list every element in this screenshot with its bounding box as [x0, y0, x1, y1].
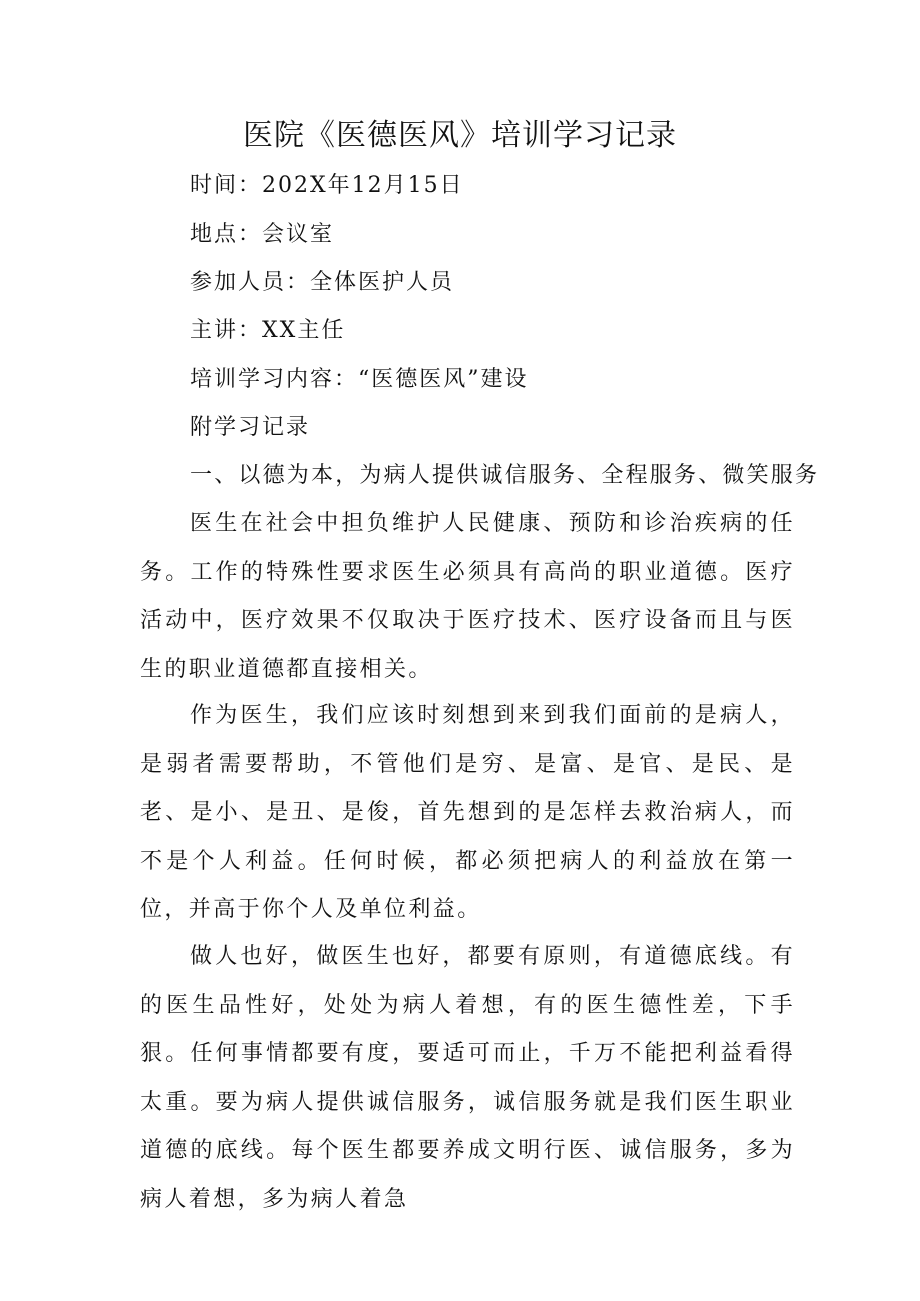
body-paragraph-2: 作为医生，我们应该时刻想到来到我们面前的是病人，是弱者需要帮助，不管他们是穷、是富、是官、是民、是老、是小、是丑、是俊，首先想到的是怎样去救治病人，而不是个人利益。任何时候，都必须把病人的利益放在第一位，并高于你个人及单位利益。	[140, 703, 795, 922]
section-heading: 一、以德为本，为病人提供诚信服务、全程服务、微笑服务	[190, 463, 820, 488]
meta-speaker: 主讲：XX主任	[190, 318, 346, 343]
document-title: 医院《医德医风》培训学习记录	[243, 118, 677, 153]
meta-participants: 参加人员：全体医护人员	[190, 270, 455, 295]
meta-location: 地点：会议室	[190, 222, 335, 247]
body-paragraph-3: 做人也好，做医生也好，都要有原则，有道德底线。有的医生品性好，处处为病人着想，有的医生德性差，下手狠。任何事情都要有度，要适可而止，千万不能把利益看得太重。要为病人提供诚信服务，诚信服务就是我们医生职业道德的底线。每个医生都要养成文明行医、诚信服务，多为病人着想，多为病人着急	[140, 944, 795, 1212]
body-paragraph-1: 医生在社会中担负维护人民健康、预防和诊治疾病的任务。工作的特殊性要求医生必须具有高尚的职业道德。医疗活动中，医疗效果不仅取决于医疗技术、医疗设备而且与医生的职业道德都直接相关。	[140, 511, 795, 682]
meta-time: 时间：202X年12月15日	[190, 173, 464, 198]
meta-appendix: 附学习记录	[190, 415, 311, 440]
meta-content: 培训学习内容：“医德医风”建设	[190, 367, 529, 392]
